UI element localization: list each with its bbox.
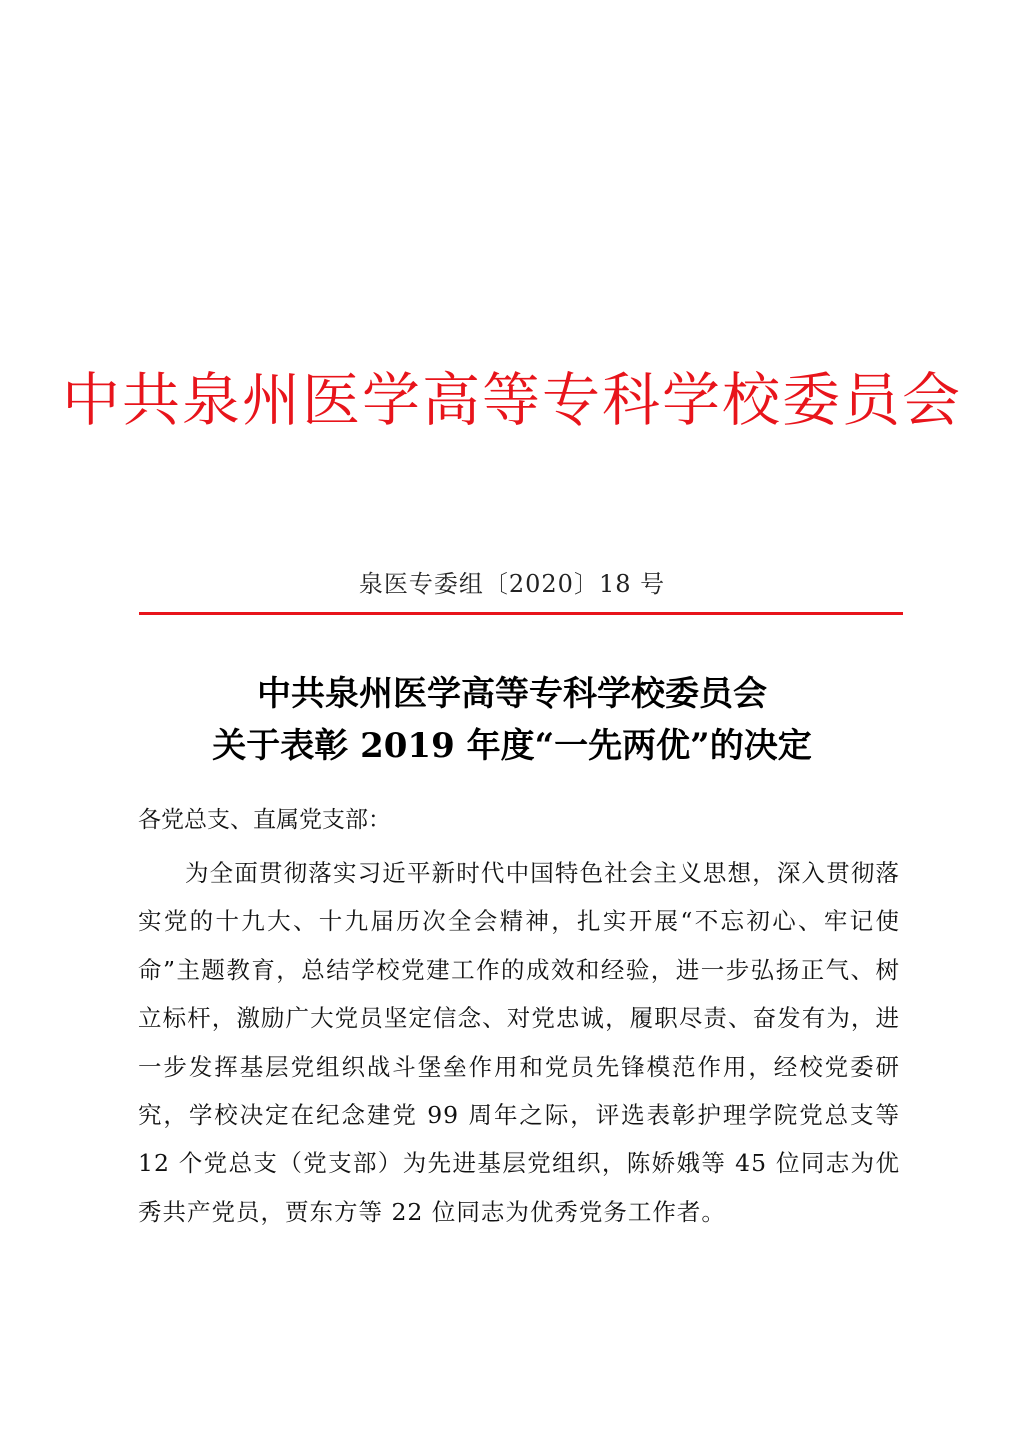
title-line-1: 中共泉州医学高等专科学校委员会: [257, 674, 767, 714]
salutation: 各党总支、直属党支部：: [138, 807, 391, 833]
document-number: 泉医专委组〔2020〕18 号: [358, 570, 666, 598]
document-title: [0, 668, 1024, 772]
red-divider-line: [139, 612, 903, 615]
issuing-organization-header: 中共泉州医学高等专科学校委员会: [61, 366, 962, 434]
title-line-2: 关于表彰 2019 年度“一先两优”的决定: [212, 726, 812, 766]
body-paragraph: 为全面贯彻落实习近平新时代中国特色社会主义思想，深入贯彻落实党的十九大、十九届历次全会精神，扎实开展“不忘初心、牢记使命”主题教育，总结学校党建工作的成效和经验，进一步弘扬正气、树立标杆，激励广大党员坚定信念、对党忠诚，履职尽责、奋发有为，进一步发挥基层党组织战斗堡垒作用和党员先锋模范作用，经校党委研究，学校决定在纪念建党 99 周年之际，评选表彰护理学院党总支等 12 个党总支（党支部）为先进基层党组织，陈娇娥等 45 位同志为优秀共产党员，贾东方等 22 位同志为优秀党务工作者。: [138, 859, 900, 1226]
